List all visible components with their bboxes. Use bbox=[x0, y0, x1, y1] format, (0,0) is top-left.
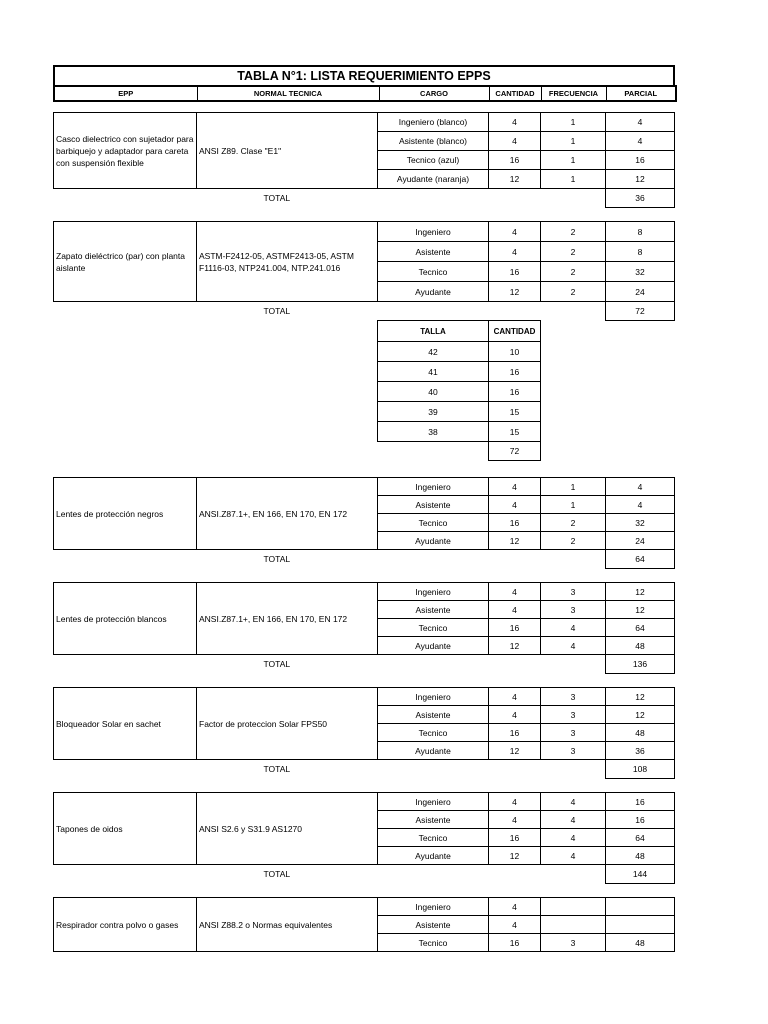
cantidad-cell: 12 bbox=[489, 282, 541, 302]
talla-cantidad-cell: 15 bbox=[489, 422, 541, 442]
parcial-cell: 64 bbox=[606, 829, 675, 847]
total-value: 144 bbox=[606, 865, 675, 884]
empty-cell bbox=[541, 302, 606, 321]
talla-cantidad-cell: 15 bbox=[489, 402, 541, 422]
cantidad-cell: 12 bbox=[489, 847, 541, 865]
frecuencia-cell: 2 bbox=[541, 514, 606, 532]
cantidad-cell: 16 bbox=[489, 724, 541, 742]
table-title: TABLA N°1: LISTA REQUERIMIENTO EPPS bbox=[53, 65, 675, 87]
norma-cell: ASTM-F2412-05, ASTMF2413-05, ASTM F1116-03, NTP241.004, NTP.241.016 bbox=[197, 222, 378, 302]
norma-cell: ANSI.Z87.1+, EN 166, EN 170, EN 172 bbox=[197, 583, 378, 655]
talla-header: TALLA bbox=[378, 321, 489, 342]
empty-cell bbox=[541, 865, 606, 884]
talla-cantidad-cell: 16 bbox=[489, 382, 541, 402]
epp-cell: Respirador contra polvo o gases bbox=[54, 898, 197, 952]
empty-cell bbox=[378, 865, 489, 884]
frecuencia-cell: 3 bbox=[541, 724, 606, 742]
talla-cell: 40 bbox=[378, 382, 489, 402]
total-row bbox=[54, 760, 675, 779]
empty-cell bbox=[489, 865, 541, 884]
cantidad-cell: 4 bbox=[489, 706, 541, 724]
cargo-cell: Tecnico bbox=[378, 514, 489, 532]
epp-cell: Tapones de oidos bbox=[54, 793, 197, 865]
total-label: TOTAL bbox=[263, 869, 291, 880]
total-label: TOTAL bbox=[263, 764, 291, 775]
parcial-cell: 16 bbox=[606, 793, 675, 811]
talla-cell: 42 bbox=[378, 342, 489, 362]
total-row bbox=[54, 655, 675, 674]
cantidad-cell: 12 bbox=[489, 170, 541, 189]
empty-cell bbox=[489, 760, 541, 779]
cargo-cell: Ingeniero bbox=[378, 222, 489, 242]
total-row bbox=[54, 550, 675, 569]
empty-cell bbox=[489, 550, 541, 569]
cantidad-cell: 16 bbox=[489, 262, 541, 282]
frecuencia-cell: 4 bbox=[541, 637, 606, 655]
cargo-cell: Tecnico (azul) bbox=[378, 151, 489, 170]
frecuencia-cell: 2 bbox=[541, 262, 606, 282]
frecuencia-cell: 4 bbox=[541, 829, 606, 847]
header-norma: NORMAL TECNICA bbox=[197, 86, 379, 101]
norma-cell: ANSI S2.6 y S31.9 AS1270 bbox=[197, 793, 378, 865]
epp-block bbox=[53, 112, 675, 208]
cantidad-cell: 4 bbox=[489, 916, 541, 934]
epp-block bbox=[53, 792, 675, 884]
table-row bbox=[54, 583, 675, 601]
cantidad-cell: 16 bbox=[489, 934, 541, 952]
cargo-cell: Asistente bbox=[378, 811, 489, 829]
epp-block bbox=[53, 897, 675, 952]
parcial-cell: 4 bbox=[606, 478, 675, 496]
parcial-cell: 12 bbox=[606, 601, 675, 619]
total-value: 36 bbox=[606, 189, 675, 208]
epp-cell: Casco dielectrico con sujetador para barbiquejo y adaptador para careta con suspensión flexible bbox=[54, 113, 197, 189]
frecuencia-cell: 1 bbox=[541, 132, 606, 151]
total-value: 136 bbox=[606, 655, 675, 674]
parcial-cell: 32 bbox=[606, 514, 675, 532]
frecuencia-cell: 4 bbox=[541, 793, 606, 811]
frecuencia-cell: 4 bbox=[541, 811, 606, 829]
parcial-cell: 12 bbox=[606, 688, 675, 706]
frecuencia-cell: 3 bbox=[541, 601, 606, 619]
cargo-cell: Ingeniero bbox=[378, 898, 489, 916]
table-row bbox=[54, 688, 675, 706]
cargo-cell: Ingeniero bbox=[378, 478, 489, 496]
parcial-cell: 32 bbox=[606, 262, 675, 282]
cantidad-cell: 4 bbox=[489, 113, 541, 132]
cantidad-cell: 4 bbox=[489, 132, 541, 151]
header-cantidad: CANTIDAD bbox=[489, 86, 541, 101]
cargo-cell: Ingeniero bbox=[378, 583, 489, 601]
frecuencia-cell: 2 bbox=[541, 282, 606, 302]
cargo-cell: Ayudante bbox=[378, 742, 489, 760]
cargo-cell: Ayudante bbox=[378, 847, 489, 865]
table-row bbox=[54, 898, 675, 916]
cantidad-cell: 12 bbox=[489, 742, 541, 760]
table-row bbox=[54, 478, 675, 496]
cargo-cell: Tecnico bbox=[378, 724, 489, 742]
parcial-cell: 48 bbox=[606, 847, 675, 865]
cargo-cell: Ayudante bbox=[378, 532, 489, 550]
empty-cell bbox=[378, 655, 489, 674]
parcial-cell: 8 bbox=[606, 242, 675, 262]
parcial-cell: 24 bbox=[606, 532, 675, 550]
cantidad-cell: 4 bbox=[489, 242, 541, 262]
cargo-cell: Ingeniero (blanco) bbox=[378, 113, 489, 132]
empty-cell bbox=[489, 302, 541, 321]
table-row bbox=[54, 793, 675, 811]
parcial-cell: 48 bbox=[606, 724, 675, 742]
total-value: 108 bbox=[606, 760, 675, 779]
cantidad-cell: 4 bbox=[489, 688, 541, 706]
cantidad-cell: 4 bbox=[489, 811, 541, 829]
parcial-cell: 4 bbox=[606, 132, 675, 151]
frecuencia-cell: 2 bbox=[541, 242, 606, 262]
epp-cell: Bloqueador Solar en sachet bbox=[54, 688, 197, 760]
cantidad-cell: 4 bbox=[489, 222, 541, 242]
total-label: TOTAL bbox=[263, 659, 291, 670]
cantidad-cell: 4 bbox=[489, 793, 541, 811]
header-epp: EPP bbox=[54, 86, 197, 101]
epp-block bbox=[53, 221, 675, 321]
cantidad-cell: 12 bbox=[489, 637, 541, 655]
parcial-cell: 16 bbox=[606, 151, 675, 170]
empty-cell bbox=[541, 760, 606, 779]
talla-cantidad-header: CANTIDAD bbox=[489, 321, 541, 342]
total-value: 64 bbox=[606, 550, 675, 569]
parcial-cell: 8 bbox=[606, 222, 675, 242]
parcial-cell: 64 bbox=[606, 619, 675, 637]
cantidad-cell: 4 bbox=[489, 496, 541, 514]
frecuencia-cell: 4 bbox=[541, 619, 606, 637]
cargo-cell: Ayudante (naranja) bbox=[378, 170, 489, 189]
cargo-cell: Asistente bbox=[378, 242, 489, 262]
cargo-cell: Asistente bbox=[378, 496, 489, 514]
cargo-cell: Tecnico bbox=[378, 934, 489, 952]
table-row bbox=[54, 113, 675, 132]
epp-block bbox=[53, 687, 675, 779]
empty-cell bbox=[378, 302, 489, 321]
epp-block bbox=[53, 477, 675, 569]
cantidad-cell: 4 bbox=[489, 478, 541, 496]
talla-cell: 41 bbox=[378, 362, 489, 382]
frecuencia-cell: 3 bbox=[541, 934, 606, 952]
header-frecuencia: FRECUENCIA bbox=[541, 86, 606, 101]
total-row bbox=[54, 189, 675, 208]
total-label: TOTAL bbox=[263, 193, 291, 204]
parcial-cell: 12 bbox=[606, 170, 675, 189]
talla-total-cell: 72 bbox=[489, 442, 541, 461]
cargo-cell: Ingeniero bbox=[378, 793, 489, 811]
parcial-cell bbox=[606, 898, 675, 916]
empty-cell bbox=[489, 655, 541, 674]
parcial-cell: 4 bbox=[606, 496, 675, 514]
cantidad-cell: 16 bbox=[489, 151, 541, 170]
norma-cell: ANSI Z88.2 o Normas equivalentes bbox=[197, 898, 378, 952]
total-row bbox=[54, 302, 675, 321]
table-row bbox=[54, 222, 675, 242]
total-label: TOTAL bbox=[263, 554, 291, 565]
frecuencia-cell: 2 bbox=[541, 532, 606, 550]
empty-cell bbox=[378, 189, 489, 208]
empty-cell bbox=[541, 550, 606, 569]
cantidad-cell: 16 bbox=[489, 619, 541, 637]
cargo-cell: Tecnico bbox=[378, 829, 489, 847]
cargo-cell: Ayudante bbox=[378, 282, 489, 302]
frecuencia-cell: 1 bbox=[541, 113, 606, 132]
empty-cell bbox=[489, 189, 541, 208]
frecuencia-cell: 1 bbox=[541, 478, 606, 496]
cargo-cell: Tecnico bbox=[378, 619, 489, 637]
talla-cell: 38 bbox=[378, 422, 489, 442]
cantidad-cell: 12 bbox=[489, 532, 541, 550]
frecuencia-cell: 2 bbox=[541, 222, 606, 242]
cargo-cell: Asistente bbox=[378, 706, 489, 724]
total-label: TOTAL bbox=[263, 306, 291, 317]
talla-empty-cell bbox=[378, 442, 489, 461]
cantidad-cell: 16 bbox=[489, 514, 541, 532]
frecuencia-cell: 3 bbox=[541, 688, 606, 706]
parcial-cell: 24 bbox=[606, 282, 675, 302]
parcial-cell: 4 bbox=[606, 113, 675, 132]
cargo-cell: Asistente bbox=[378, 601, 489, 619]
talla-table bbox=[377, 320, 541, 461]
frecuencia-cell bbox=[541, 916, 606, 934]
frecuencia-cell: 3 bbox=[541, 706, 606, 724]
parcial-cell: 12 bbox=[606, 706, 675, 724]
frecuencia-cell: 3 bbox=[541, 742, 606, 760]
cargo-cell: Asistente bbox=[378, 916, 489, 934]
frecuencia-cell bbox=[541, 898, 606, 916]
total-row bbox=[54, 865, 675, 884]
frecuencia-cell: 4 bbox=[541, 847, 606, 865]
total-value: 72 bbox=[606, 302, 675, 321]
cantidad-cell: 4 bbox=[489, 898, 541, 916]
norma-cell: ANSI Z89. Clase "E1" bbox=[197, 113, 378, 189]
cantidad-cell: 4 bbox=[489, 583, 541, 601]
frecuencia-cell: 1 bbox=[541, 151, 606, 170]
talla-cantidad-cell: 10 bbox=[489, 342, 541, 362]
epp-cell: Lentes de protección negros bbox=[54, 478, 197, 550]
empty-cell bbox=[541, 655, 606, 674]
parcial-cell: 48 bbox=[606, 934, 675, 952]
frecuencia-cell: 1 bbox=[541, 170, 606, 189]
parcial-cell bbox=[606, 916, 675, 934]
frecuencia-cell: 3 bbox=[541, 583, 606, 601]
cantidad-cell: 4 bbox=[489, 601, 541, 619]
cargo-cell: Asistente (blanco) bbox=[378, 132, 489, 151]
header-cargo: CARGO bbox=[379, 86, 489, 101]
epp-cell: Lentes de protección blancos bbox=[54, 583, 197, 655]
header-parcial: PARCIAL bbox=[606, 86, 676, 101]
epp-block bbox=[53, 582, 675, 674]
norma-cell: ANSI.Z87.1+, EN 166, EN 170, EN 172 bbox=[197, 478, 378, 550]
parcial-cell: 48 bbox=[606, 637, 675, 655]
cargo-cell: Ayudante bbox=[378, 637, 489, 655]
empty-cell bbox=[378, 550, 489, 569]
header-row bbox=[53, 85, 677, 102]
epp-cell: Zapato dieléctrico (par) con planta aislante bbox=[54, 222, 197, 302]
norma-cell: Factor de proteccion Solar FPS50 bbox=[197, 688, 378, 760]
empty-cell bbox=[378, 760, 489, 779]
parcial-cell: 36 bbox=[606, 742, 675, 760]
talla-cell: 39 bbox=[378, 402, 489, 422]
talla-cantidad-cell: 16 bbox=[489, 362, 541, 382]
parcial-cell: 16 bbox=[606, 811, 675, 829]
cargo-cell: Tecnico bbox=[378, 262, 489, 282]
empty-cell bbox=[541, 189, 606, 208]
cantidad-cell: 16 bbox=[489, 829, 541, 847]
parcial-cell: 12 bbox=[606, 583, 675, 601]
frecuencia-cell: 1 bbox=[541, 496, 606, 514]
cargo-cell: Ingeniero bbox=[378, 688, 489, 706]
